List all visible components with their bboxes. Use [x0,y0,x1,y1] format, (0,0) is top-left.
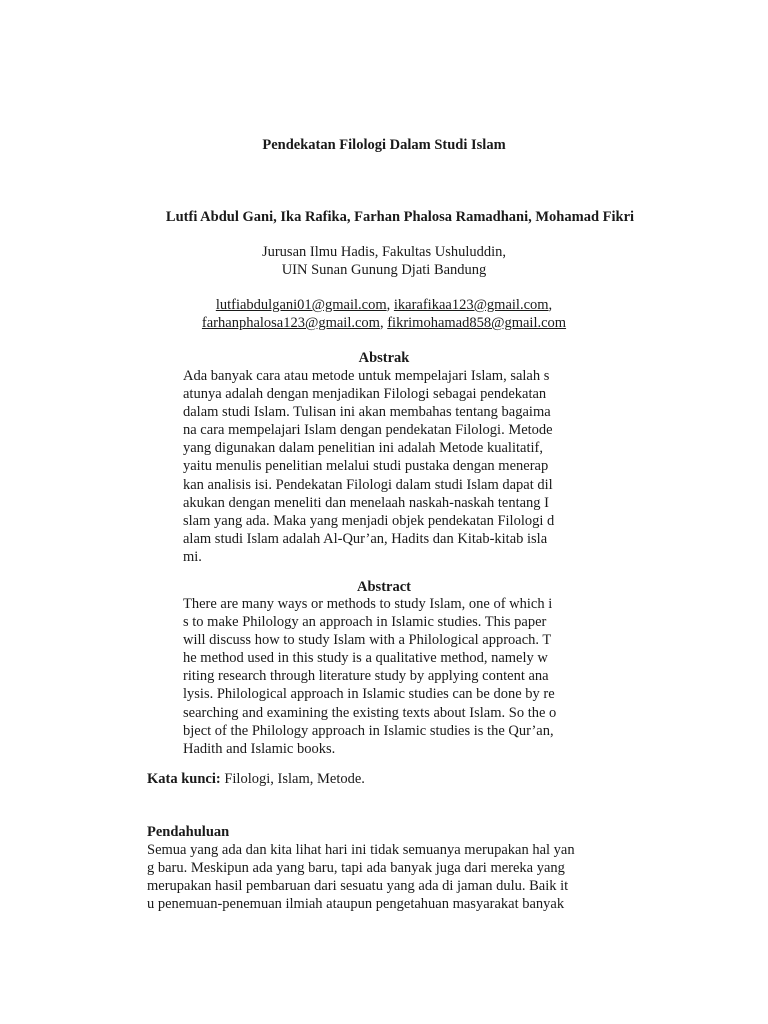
text-line: riting research through literature study by applying content ana [183,668,549,685]
text-line: dalam studi Islam. Tulisan ini akan membahas tentang bagaima [183,404,551,421]
text-line: kan analisis isi. Pendekatan Filologi dalam studi Islam dapat dil [183,476,553,493]
affiliation-line-2: UIN Sunan Gunung Djati Bandung [281,262,487,278]
email-line-1: lutfiabdulgani01@gmail.com, ikarafikaa123@gmail.com, [215,297,553,313]
text-line: There are many ways or methods to study Islam, one of which i [183,596,553,612]
text-line: will discuss how to study Islam with a Philological approach. T [183,632,552,649]
text-line: s to make Philology an approach in Islamic studies. This paper [183,614,547,631]
abstrak-body [183,367,623,566]
keywords [147,771,365,788]
text-line: slam yang ada. Maka yang menjadi objek pendekatan Filologi d [183,512,555,529]
pendahuluan-body [147,841,659,913]
paper-title: Pendekatan Filologi Dalam Studi Islam [262,137,506,153]
text-line: alam studi Islam adalah Al-Qur’an, Hadits dan Kitab-kitab isla [183,530,548,547]
text-line: atunya adalah dengan menjadikan Filologi sebagai pendekatan [183,386,547,403]
email-link[interactable]: fikrimohamad858@gmail.com [387,315,567,331]
text-line: yaitu menulis penelitian melalui studi pustaka dengan menerap [183,458,549,475]
email-line-2: farhanphalosa123@gmail.com, fikrimohamad858@gmail.com [201,315,567,331]
email-link[interactable]: lutfiabdulgani01@gmail.com [215,297,387,313]
text-line: na cara mempelajari Islam dengan pendekatan Filologi. Metode [183,422,553,439]
text-line: Ada banyak cara atau metode untuk mempelajari Islam, salah s [183,368,550,384]
email-link[interactable]: ikarafikaa123@gmail.com [393,297,549,313]
text-line: merupakan hasil pembaruan dari sesuatu yang ada di jaman dulu. Baik it [147,878,569,895]
keywords-value: Filologi, Islam, Metode. [220,771,365,787]
text-line: he method used in this study is a qualitative method, namely w [183,650,548,667]
abstrak-heading: Abstrak [358,350,410,366]
text-line: g baru. Meskipun ada yang baru, tapi ada banyak juga dari mereka yang [147,860,565,877]
text-line: bject of the Philology approach in Islamic studies is the Qur’an, [183,722,554,739]
text-line: lysis. Philological approach in Islamic studies can be done by re [183,686,555,703]
text-line: akukan dengan meneliti dan menelaah naskah-naskah tentang I [183,494,549,511]
abstract-heading: Abstract [357,579,411,595]
text-line: yang digunakan dalam penelitian ini adalah Metode kualitatif, [183,440,543,457]
affiliation-line-1: Jurusan Ilmu Hadis, Fakultas Ushuluddin, [261,244,507,260]
keywords-label: Kata kunci: [147,771,221,787]
pendahuluan-heading: Pendahuluan [147,824,230,840]
author-list: Lutfi Abdul Gani, Ika Rafika, Farhan Phalosa Ramadhani, Mohamad Fikri [165,209,635,225]
text-line: searching and examining the existing texts about Islam. So the o [183,704,557,721]
text-line: u penemuan-penemuan ilmiah ataupun pengetahuan masyarakat banyak [147,896,565,913]
text-line: Semua yang ada dan kita lihat hari ini tidak semuanya merupakan hal yan [147,842,575,858]
email-link[interactable]: farhanphalosa123@gmail.com [201,315,380,331]
text-line: Hadith and Islamic books. [183,740,336,757]
text-line: mi. [183,548,202,565]
abstract-body [183,595,623,758]
